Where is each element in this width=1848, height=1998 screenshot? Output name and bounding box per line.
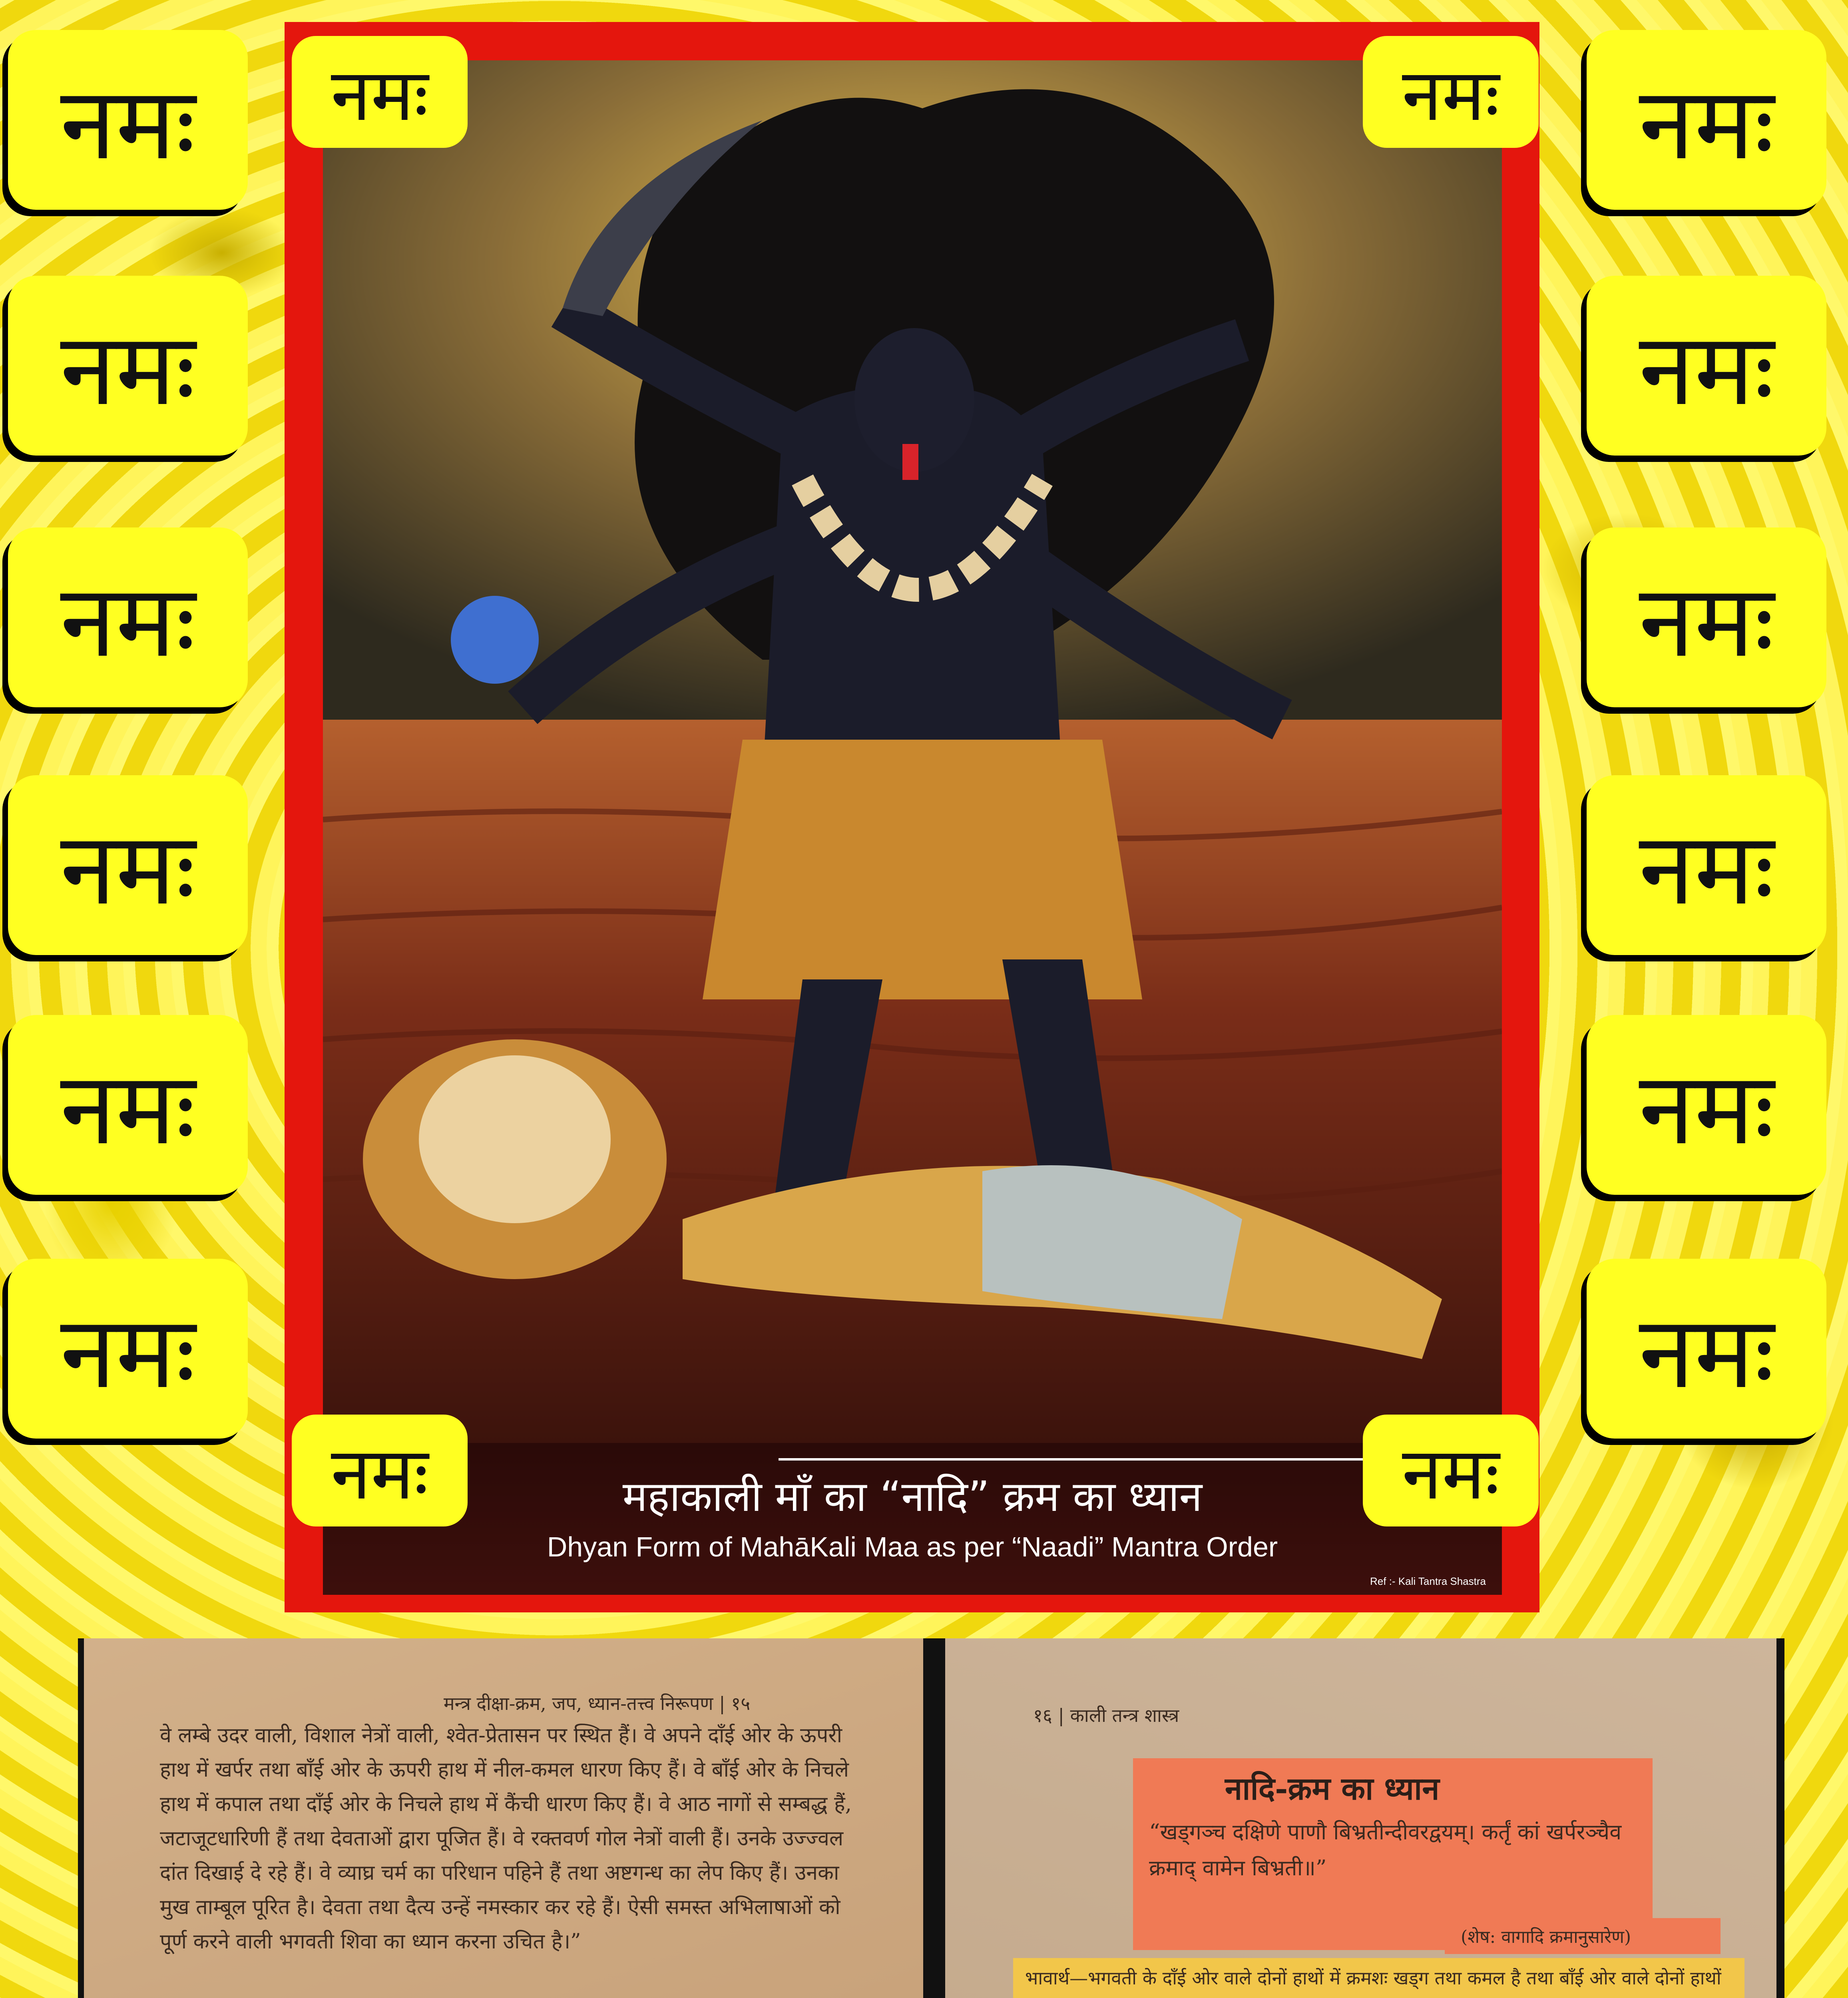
mahakali-artwork xyxy=(323,60,1502,1443)
namah-tag-right-5: नमः xyxy=(1587,1015,1826,1195)
namah-tag-left-1: नमः xyxy=(8,30,248,210)
namah-tag-left-2: नमः xyxy=(8,276,248,456)
left-page-paragraph: वे लम्बे उदर वाली, विशाल नेत्रों वाली, श्वेत-प्रेतासन पर स्थित हैं। वे अपने दाँई ओर के ऊपरी हाथ में खर्पर तथा बाँई ओर के ऊपरी हाथ में नील-कमल धारण किए हैं। वे बाँई ओर के निचले हाथ में कपाल तथा दाँई ओर के निचले हाथ में कैंची धारण किए हैं। वे आठ नागों से सम्बद्ध हैं, जटाजूटधारिणी हैं तथा देवताओं द्वारा पूजित हैं। वे रक्तवर्ण गोल नेत्रों वाली हैं। उनके उज्ज्वल दांत दिखाई दे रहे हैं। वे व्याघ्र चर्म का परिधान पहिने हैं तथा अष्टगन्ध का लेप किए हैं। उनका मुख ताम्बूल पूरित है। देवता तथा दैत्य उन्हें नमस्कार कर रहे हैं। ऐसी समस्त अभिलाषाओं को पूर्ण करने वाली भगवती शिवा का ध्यान करना उचित है।” xyxy=(160,1723,852,1954)
namah-tag-left-4: नमः xyxy=(8,775,248,955)
namah-tag-right-4: नमः xyxy=(1587,775,1826,955)
poster-reference: Ref :- Kali Tantra Shastra xyxy=(1370,1575,1486,1587)
namah-tag-right-6: नमः xyxy=(1587,1259,1826,1439)
namah-tag-left-6: नमः xyxy=(8,1259,248,1439)
left-page-header: मन्त्र दीक्षा-क्रम, जप, ध्यान-तत्त्व निरूपण | १५ xyxy=(444,1693,751,1714)
poster-title-hindi: महाकाली माँ का “नादि” क्रम का ध्यान xyxy=(622,1472,1203,1521)
right-verse-1: “खड्गञ्च दक्षिणे पाणौ बिभ्रतीन्दीवरद्वयम्। कर्तृं कां खर्परञ्चैव क्रमाद् वामेन बिभ्रती॥” xyxy=(1149,1819,1622,1881)
namah-tag-left-5: नमः xyxy=(8,1015,248,1195)
right-bhavarth-1: भावार्थ—भगवती के दाँई ओर वाले दोनों हाथों में क्रमशः खड्ग तथा कमल है तथा बाँई ओर वाले दोनों हाथों xyxy=(1025,1967,1721,1989)
poster-caption xyxy=(323,1443,1502,1595)
book-page-right xyxy=(945,1638,1776,1998)
book-scan xyxy=(78,1638,1784,1998)
caption-divider xyxy=(779,1458,1382,1461)
namah-tag-poster-top-right: नमः xyxy=(1363,36,1539,148)
namah-tag-right-2: नमः xyxy=(1587,276,1826,456)
mahakali-illustration xyxy=(323,60,1502,1443)
namah-tag-poster-bottom-right: नमः xyxy=(1363,1415,1539,1526)
poster-title-english: Dhyan Form of MahāKali Maa as per “Naadi” Mantra Order xyxy=(547,1531,1278,1562)
namah-tag-poster-top-left: नमः xyxy=(292,36,468,148)
namah-tag-right-1: नमः xyxy=(1587,30,1826,210)
namah-tag-right-3: नमः xyxy=(1587,527,1826,707)
kali-poster xyxy=(285,22,1539,1612)
right-page-header: १६ | काली तन्त्र शास्त्र xyxy=(1033,1705,1179,1726)
book-page-left xyxy=(84,1638,923,1998)
namah-tag-left-3: नमः xyxy=(8,527,248,707)
namah-tag-poster-bottom-left: नमः xyxy=(292,1415,468,1526)
right-heading-1: नादि-क्रम का ध्यान xyxy=(1225,1771,1440,1807)
right-note-1: (शेष: वागादि क्रमानुसारेण) xyxy=(1461,1927,1631,1947)
